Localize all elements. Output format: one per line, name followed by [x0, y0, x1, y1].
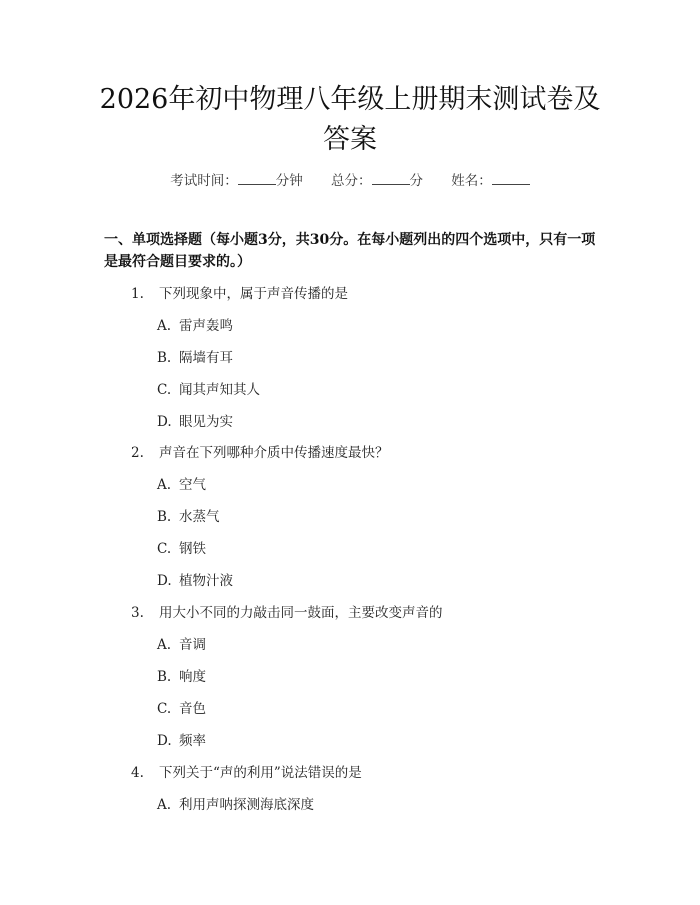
option-text: 雷声轰鸣 [179, 318, 233, 334]
option-text: 水蒸气 [179, 509, 220, 525]
option-item [157, 378, 260, 398]
option-letter: D. [157, 573, 172, 589]
option-text: 眼见为实 [179, 414, 233, 430]
total-score-blank [372, 172, 410, 185]
page-title: 2026年初中物理八年级上册期末测试卷及答案 [99, 84, 601, 155]
option-text: 音色 [179, 701, 206, 717]
option-letter: D. [157, 733, 172, 749]
question-text: 下列关于“声的利用”说法错误的是 [159, 765, 362, 781]
option-item [157, 633, 206, 653]
name-label: 姓名： [451, 173, 492, 189]
question-number: 2. [131, 445, 144, 461]
option-item [157, 505, 220, 525]
option-letter: D. [157, 414, 172, 430]
question-number: 3. [131, 605, 144, 621]
option-text: 植物汁液 [179, 573, 233, 589]
option-letter: A. [157, 637, 172, 653]
name-blank [492, 172, 530, 185]
option-letter: C. [157, 382, 172, 398]
option-item [157, 569, 233, 589]
name-field [451, 173, 530, 189]
exam-time-blank [238, 172, 276, 185]
question-text: 用大小不同的力敲击同一鼓面，主要改变声音的 [159, 605, 443, 621]
question-item [131, 441, 389, 461]
option-letter: B. [157, 669, 172, 685]
total-score-unit: 分 [409, 173, 423, 189]
option-item [157, 410, 233, 430]
total-score-label: 总分： [331, 173, 372, 189]
exam-time-field [170, 173, 303, 189]
question-text: 声音在下列哪种介质中传播速度最快？ [159, 445, 389, 461]
question-item [131, 282, 348, 302]
question-text: 下列现象中，属于声音传播的是 [159, 286, 348, 302]
question-item [131, 761, 362, 781]
option-text: 音调 [179, 637, 206, 653]
option-item [157, 537, 206, 557]
question-item [131, 601, 443, 621]
option-letter: A. [157, 797, 172, 813]
exam-info-row [0, 169, 700, 189]
option-letter: B. [157, 350, 172, 366]
option-text: 频率 [179, 733, 206, 749]
total-score-field [331, 173, 423, 189]
option-letter: C. [157, 701, 172, 717]
option-item [157, 697, 206, 717]
option-text: 利用声呐探测海底深度 [179, 797, 314, 813]
option-item [157, 665, 206, 685]
option-text: 隔墙有耳 [179, 350, 233, 366]
option-letter: C. [157, 541, 172, 557]
option-item [157, 473, 206, 493]
option-item [157, 346, 233, 366]
question-number: 4. [131, 765, 144, 781]
exam-time-label: 考试时间： [170, 173, 238, 189]
option-text: 响度 [179, 669, 206, 685]
option-item [157, 729, 206, 749]
option-text: 闻其声知其人 [179, 382, 260, 398]
option-item [157, 793, 314, 813]
option-letter: A. [157, 318, 172, 334]
exam-time-unit: 分钟 [275, 173, 303, 189]
option-text: 钢铁 [179, 541, 206, 557]
option-letter: A. [157, 477, 172, 493]
section-heading: 一、单项选择题（每小题3分，共30分。在每小题列出的四个选项中，只有一项是最符合题目要求的。） [104, 232, 596, 270]
option-item [157, 314, 233, 334]
option-letter: B. [157, 509, 172, 525]
option-text: 空气 [179, 477, 206, 493]
question-number: 1. [131, 286, 144, 302]
